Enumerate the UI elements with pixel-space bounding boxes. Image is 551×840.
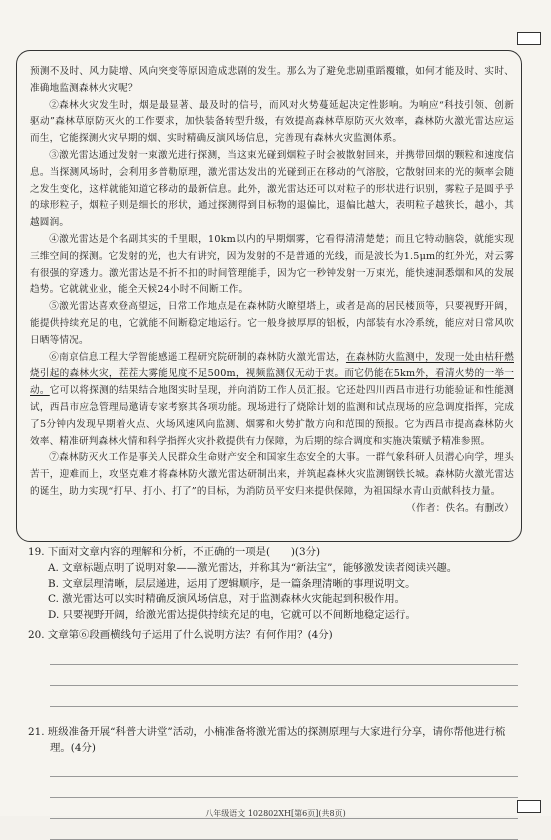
question-21	[28, 725, 518, 840]
answer-line[interactable]	[50, 686, 518, 707]
question-21-stem: 21. 班级准备开展“科普大讲堂”活动，小楠准备将激光雷达的探测原理与大家进行分享，请你帮他进行梳理。(4分)	[28, 725, 506, 754]
paragraph-2: ②森林火灾发生时，烟是最显著、最及时的信号，而风对火势蔓延起决定性影响。为响应“科技引领、创新驱动”森林草原防灭火的工作要求，加快装备转型升级，有效提高森林草原防灭火效率，森林防火激光雷达应运而生，它能探测火灾早期的烟、实时精确反演风场信息，完善现有森林火灾监测体系。	[30, 99, 514, 145]
paragraph-3: ③激光雷达通过发射一束激光进行探测，当这束光碰到烟粒子时会被散射回来，并携带回烟的颗粒和速度信息。当探测风场时，会利用多普勒原理，激光雷达发出的光碰到正在移动的气溶胶，它散射回来的光的频率会随之发生变化，这样就能知道它移动的最新信息。此外，激光雷达还可以对粒子的形状进行识别，雾粒子是圆乎乎的球形粒子，烟粒子则是细长的形状，通过探测得到目标物的退偏比，退偏比越大，表明粒子越狭长，越小，其越圆润。	[30, 149, 514, 229]
answer-line[interactable]	[50, 819, 518, 840]
questions-section	[28, 545, 518, 840]
paragraph-6-intro: ⑥南京信息工程大学智能感遥工程研究院研制的森林防火激光雷达，	[49, 351, 346, 363]
page-footer: 八年级语文 102802XH[第6页](共8页)	[205, 809, 346, 818]
question-19-option-c: C. 激光雷达可以实时精确反演风场信息，对于监测森林火灾能起到积极作用。	[48, 593, 406, 606]
answer-line[interactable]	[50, 756, 518, 777]
paragraph-7: ⑦森林防灭火工作是事关人民群众生命财产安全和国家生态安全的大事。一群气象科研人员潜心向学，埋头苦干，迎难而上，攻坚克难才将森林防火激光雷达研制出来，并筑起森林火灾监测钢铁长城。森林防火激光雷达的诞生，助力实现“打早、打小、打了”的目标，为消防员平安归来提供保障，为祖国绿水青山贡献科技力量。	[30, 452, 514, 497]
answer-line[interactable]	[50, 665, 518, 686]
paragraph-6	[30, 350, 514, 451]
question-19-stem: 19. 下面对文章内容的理解和分析，不正确的一项是( )(3分)	[28, 546, 321, 558]
question-20-stem: 20. 文章第⑥段画横线句子运用了什么说明方法？有何作用？(4分)	[28, 628, 333, 641]
question-19-option-a: A. 文章标题点明了说明对象——激光雷达，并称其为“新法宝”，能够激发读者阅读兴趣。	[48, 561, 458, 574]
paragraph-continued: 预测不及时、风力陡增、风向突变等原因造成悲剧的发生。那么为了避免悲剧重蹈覆辙，如何才能及时、实时、准确地监测森林火灾呢？	[30, 66, 514, 94]
reading-passage	[30, 64, 514, 518]
answer-line[interactable]	[50, 644, 518, 665]
paragraph-5: ⑤激光雷达喜欢登高望远，日常工作地点是在森林防火瞭望塔上，或者是高的居民楼顶等，只要视野开阔，能提供持续充足的电，它就能不间断稳定地运行。它一般身披厚厚的铝板，内部装有水冷系统，能应对日常风吹日晒等情况。	[30, 301, 514, 346]
paragraph-4: ④激光雷达是个名副其实的千里眼，10km以内的早期烟雾，它看得清清楚楚；而且它特动脑袋，就能实现三维空间的探测。它发射的光，也大有讲究，因为发射的不是普通的光线，而是波长为1.5μm的红外光，对云雾有很强的穿透力。激光雷达是不折不扣的时间管理能手，因为它一秒钟发射一万束光，能快速洞悉烟和风的发展趋势。它就就业业，能全天候24小时不间断工作。	[30, 233, 514, 296]
question-19-option-b: B. 文章层理清晰，层层递进，运用了逻辑顺序，是一篇条理清晰的事理说明文。	[48, 577, 416, 590]
underlined-sentence: 在森林防火监测中，发现一处由枯秆燃烧引起的森林火灾，茬茬大雾能见度不足500m，视频监测仅无动于衷。而它仍能在5km外，看清火势的一举一动。	[30, 351, 514, 397]
question-19-option-d: D. 只要视野开阔，给激光雷达提供持续充足的电，它就可以不间断地稳定运行。	[48, 609, 416, 622]
paragraph-6-rest: 它可以将探测的结果结合地图实时呈现，并向消防工作人员汇报。它还赴四川西昌市进行功能验证和性能测试，西昌市应急管理局邀请专家考察其各项功能。现场进行了烧除计划的监测和试点现场的应急调度指挥，完成了5分钟内发现早期着火点、火场风速风向监测、烟雾和火势扩散方向和范围的预报。它为西昌市提高森林防火效率、精准研判森林火情和科学指挥火灾扑救提供有力保障，为后期的综合调度和实施决策赋予精准参照。	[30, 385, 514, 447]
corner-mark-top	[517, 32, 541, 45]
answer-line[interactable]	[50, 777, 518, 798]
author-note: （作者：佚名。有删改）	[406, 502, 514, 514]
